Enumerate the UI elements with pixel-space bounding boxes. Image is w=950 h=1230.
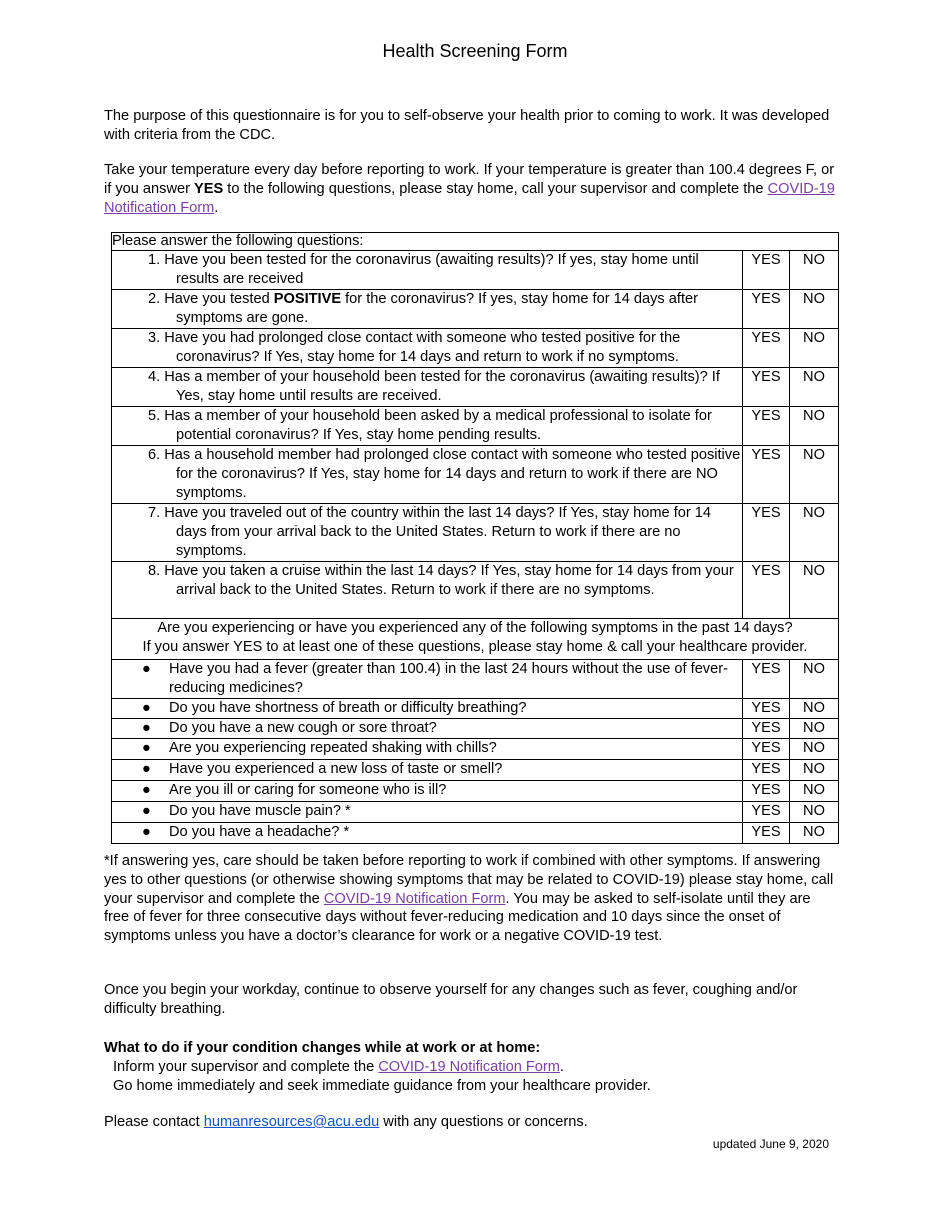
contact-paragraph: Please contact humanresources@acu.edu with any questions or concerns. (104, 1114, 588, 1130)
yes-option[interactable]: YES (742, 699, 789, 719)
no-option[interactable]: NO (789, 290, 838, 329)
notification-form-link[interactable]: COVID-19 Notification Form (323, 890, 506, 907)
yes-option[interactable]: YES (742, 719, 789, 739)
notification-form-link[interactable]: COVID-19 Notification Form (104, 181, 835, 216)
bullet-icon: ● (142, 720, 151, 736)
table-header: Please answer the following questions: (112, 233, 839, 251)
hr-email-link[interactable]: humanresources@acu.edu (203, 1114, 380, 1130)
temperature-paragraph: Take your temperature every day before reporting to work. If your temperature is greater than 100.4 degrees F, or if you answer YES to the following questions, please stay home, call your supervisor and complete the COVID-19 Notification Form. (104, 162, 835, 216)
symptom-item: ● Do you have muscle pain? * (112, 802, 743, 823)
question-1: 1. Have you been tested for the coronavirus (awaiting results)? If yes, stay home until results are received (112, 251, 743, 290)
no-option[interactable]: NO (789, 719, 838, 739)
changes-heading: What to do if your condition changes while at work or at home: (104, 1040, 541, 1056)
updated-date: updated June 9, 2020 (712, 1137, 829, 1151)
no-option[interactable]: NO (789, 407, 838, 446)
no-option[interactable]: NO (789, 781, 838, 802)
symptom-item: ● Have you had a fever (greater than 100.4) in the last 24 hours without the use of fever-reducing medicines? (112, 660, 743, 699)
no-option[interactable]: NO (789, 760, 838, 781)
no-option[interactable]: NO (789, 739, 838, 760)
question-7: 7. Have you traveled out of the country within the last 14 days? If Yes, stay home for 14 days from your arrival back to the United States. Return to work if there are no symptoms. (112, 504, 743, 562)
question-2: 2. Have you tested POSITIVE for the coronavirus? If yes, stay home for 14 days after symptoms are gone. (112, 290, 743, 329)
question-4: 4. Has a member of your household been tested for the coronavirus (awaiting results)? If Yes, stay home until results are received. (112, 368, 743, 407)
no-option[interactable]: NO (789, 660, 838, 699)
no-option[interactable]: NO (789, 368, 838, 407)
bullet-icon: ● (142, 761, 151, 777)
yes-option[interactable]: YES (742, 407, 789, 446)
notification-form-link[interactable]: COVID-19 Notification Form (378, 1059, 560, 1075)
symptoms-header: Are you experiencing or have you experienced any of the following symptoms in the past 14 days? If you answer YES to at least one of these questions, please stay home & call your healthcare provider. (112, 619, 839, 660)
no-option[interactable]: NO (789, 504, 838, 562)
yes-option[interactable]: YES (742, 329, 789, 368)
question-8: 8. Have you taken a cruise within the last 14 days? If Yes, stay home for 14 days from your arrival back to the United States. Return to work if there are no symptoms. (112, 562, 743, 619)
no-option[interactable]: NO (789, 562, 838, 619)
yes-option[interactable]: YES (742, 660, 789, 699)
bullet-icon: ● (142, 824, 151, 840)
yes-option[interactable]: YES (742, 781, 789, 802)
no-option[interactable]: NO (789, 446, 838, 504)
symptom-item: ● Do you have shortness of breath or difficulty breathing? (112, 699, 743, 719)
symptom-item: ● Have you experienced a new loss of taste or smell? (112, 760, 743, 781)
yes-option[interactable]: YES (742, 562, 789, 619)
page-title: Health Screening Form (382, 41, 568, 61)
bullet-icon: ● (142, 661, 151, 677)
yes-option[interactable]: YES (742, 368, 789, 407)
yes-option[interactable]: YES (742, 251, 789, 290)
symptom-item: ● Are you experiencing repeated shaking with chills? (112, 739, 743, 760)
question-3: 3. Have you had prolonged close contact with someone who tested positive for the coronavirus? If Yes, stay home for 14 days and return to work if no symptoms. (112, 329, 743, 368)
question-5: 5. Has a member of your household been asked by a medical professional to isolate for potential coronavirus? If Yes, stay home pending results. (112, 407, 743, 446)
bullet-icon: ● (142, 700, 151, 716)
yes-option[interactable]: YES (742, 739, 789, 760)
yes-option[interactable]: YES (742, 446, 789, 504)
bullet-icon: ● (142, 740, 151, 756)
yes-option[interactable]: YES (742, 802, 789, 823)
yes-option[interactable]: YES (742, 760, 789, 781)
changes-section (104, 1039, 839, 1096)
yes-option[interactable]: YES (742, 504, 789, 562)
workday-paragraph: Once you begin your workday, continue to observe yourself for any changes such as fever, coughing and/or difficulty breathing. (104, 982, 798, 1017)
no-option[interactable]: NO (789, 699, 838, 719)
no-option[interactable]: NO (789, 251, 838, 290)
intro-paragraph: The purpose of this questionnaire is for you to self-observe your health prior to coming to work. It was developed with criteria from the CDC. (104, 108, 830, 143)
no-option[interactable]: NO (789, 329, 838, 368)
screening-table (111, 232, 839, 844)
symptom-item: ● Do you have a new cough or sore throat? (112, 719, 743, 739)
footnote-paragraph: *If answering yes, care should be taken before reporting to work if combined with other symptoms. If answering yes to other questions (or otherwise showing symptoms that may be related to COVID-19) please stay home, call your supervisor and complete the COVID-19 Notification Form. You may be asked to self-isolate until they are free of fever for three consecutive days without fever-reducing medication and 10 days since the onset of symptoms unless you have a doctor’s clearance for work or a negative COVID-19 test. (104, 853, 834, 945)
bullet-icon: ● (142, 803, 151, 819)
yes-option[interactable]: YES (742, 823, 789, 844)
symptom-item: ● Do you have a headache? * (112, 823, 743, 844)
changes-line-1: Inform your supervisor and complete the COVID-19 Notification Form. (113, 1059, 564, 1075)
no-option[interactable]: NO (789, 802, 838, 823)
changes-line-2: Go home immediately and seek immediate guidance from your healthcare provider. (113, 1078, 651, 1094)
bullet-icon: ● (142, 782, 151, 798)
yes-option[interactable]: YES (742, 290, 789, 329)
no-option[interactable]: NO (789, 823, 838, 844)
question-6: 6. Has a household member had prolonged close contact with someone who tested positive for the coronavirus? If Yes, stay home for 14 days and return to work if there are NO symptoms. (112, 446, 743, 504)
symptom-item: ● Are you ill or caring for someone who is ill? (112, 781, 743, 802)
